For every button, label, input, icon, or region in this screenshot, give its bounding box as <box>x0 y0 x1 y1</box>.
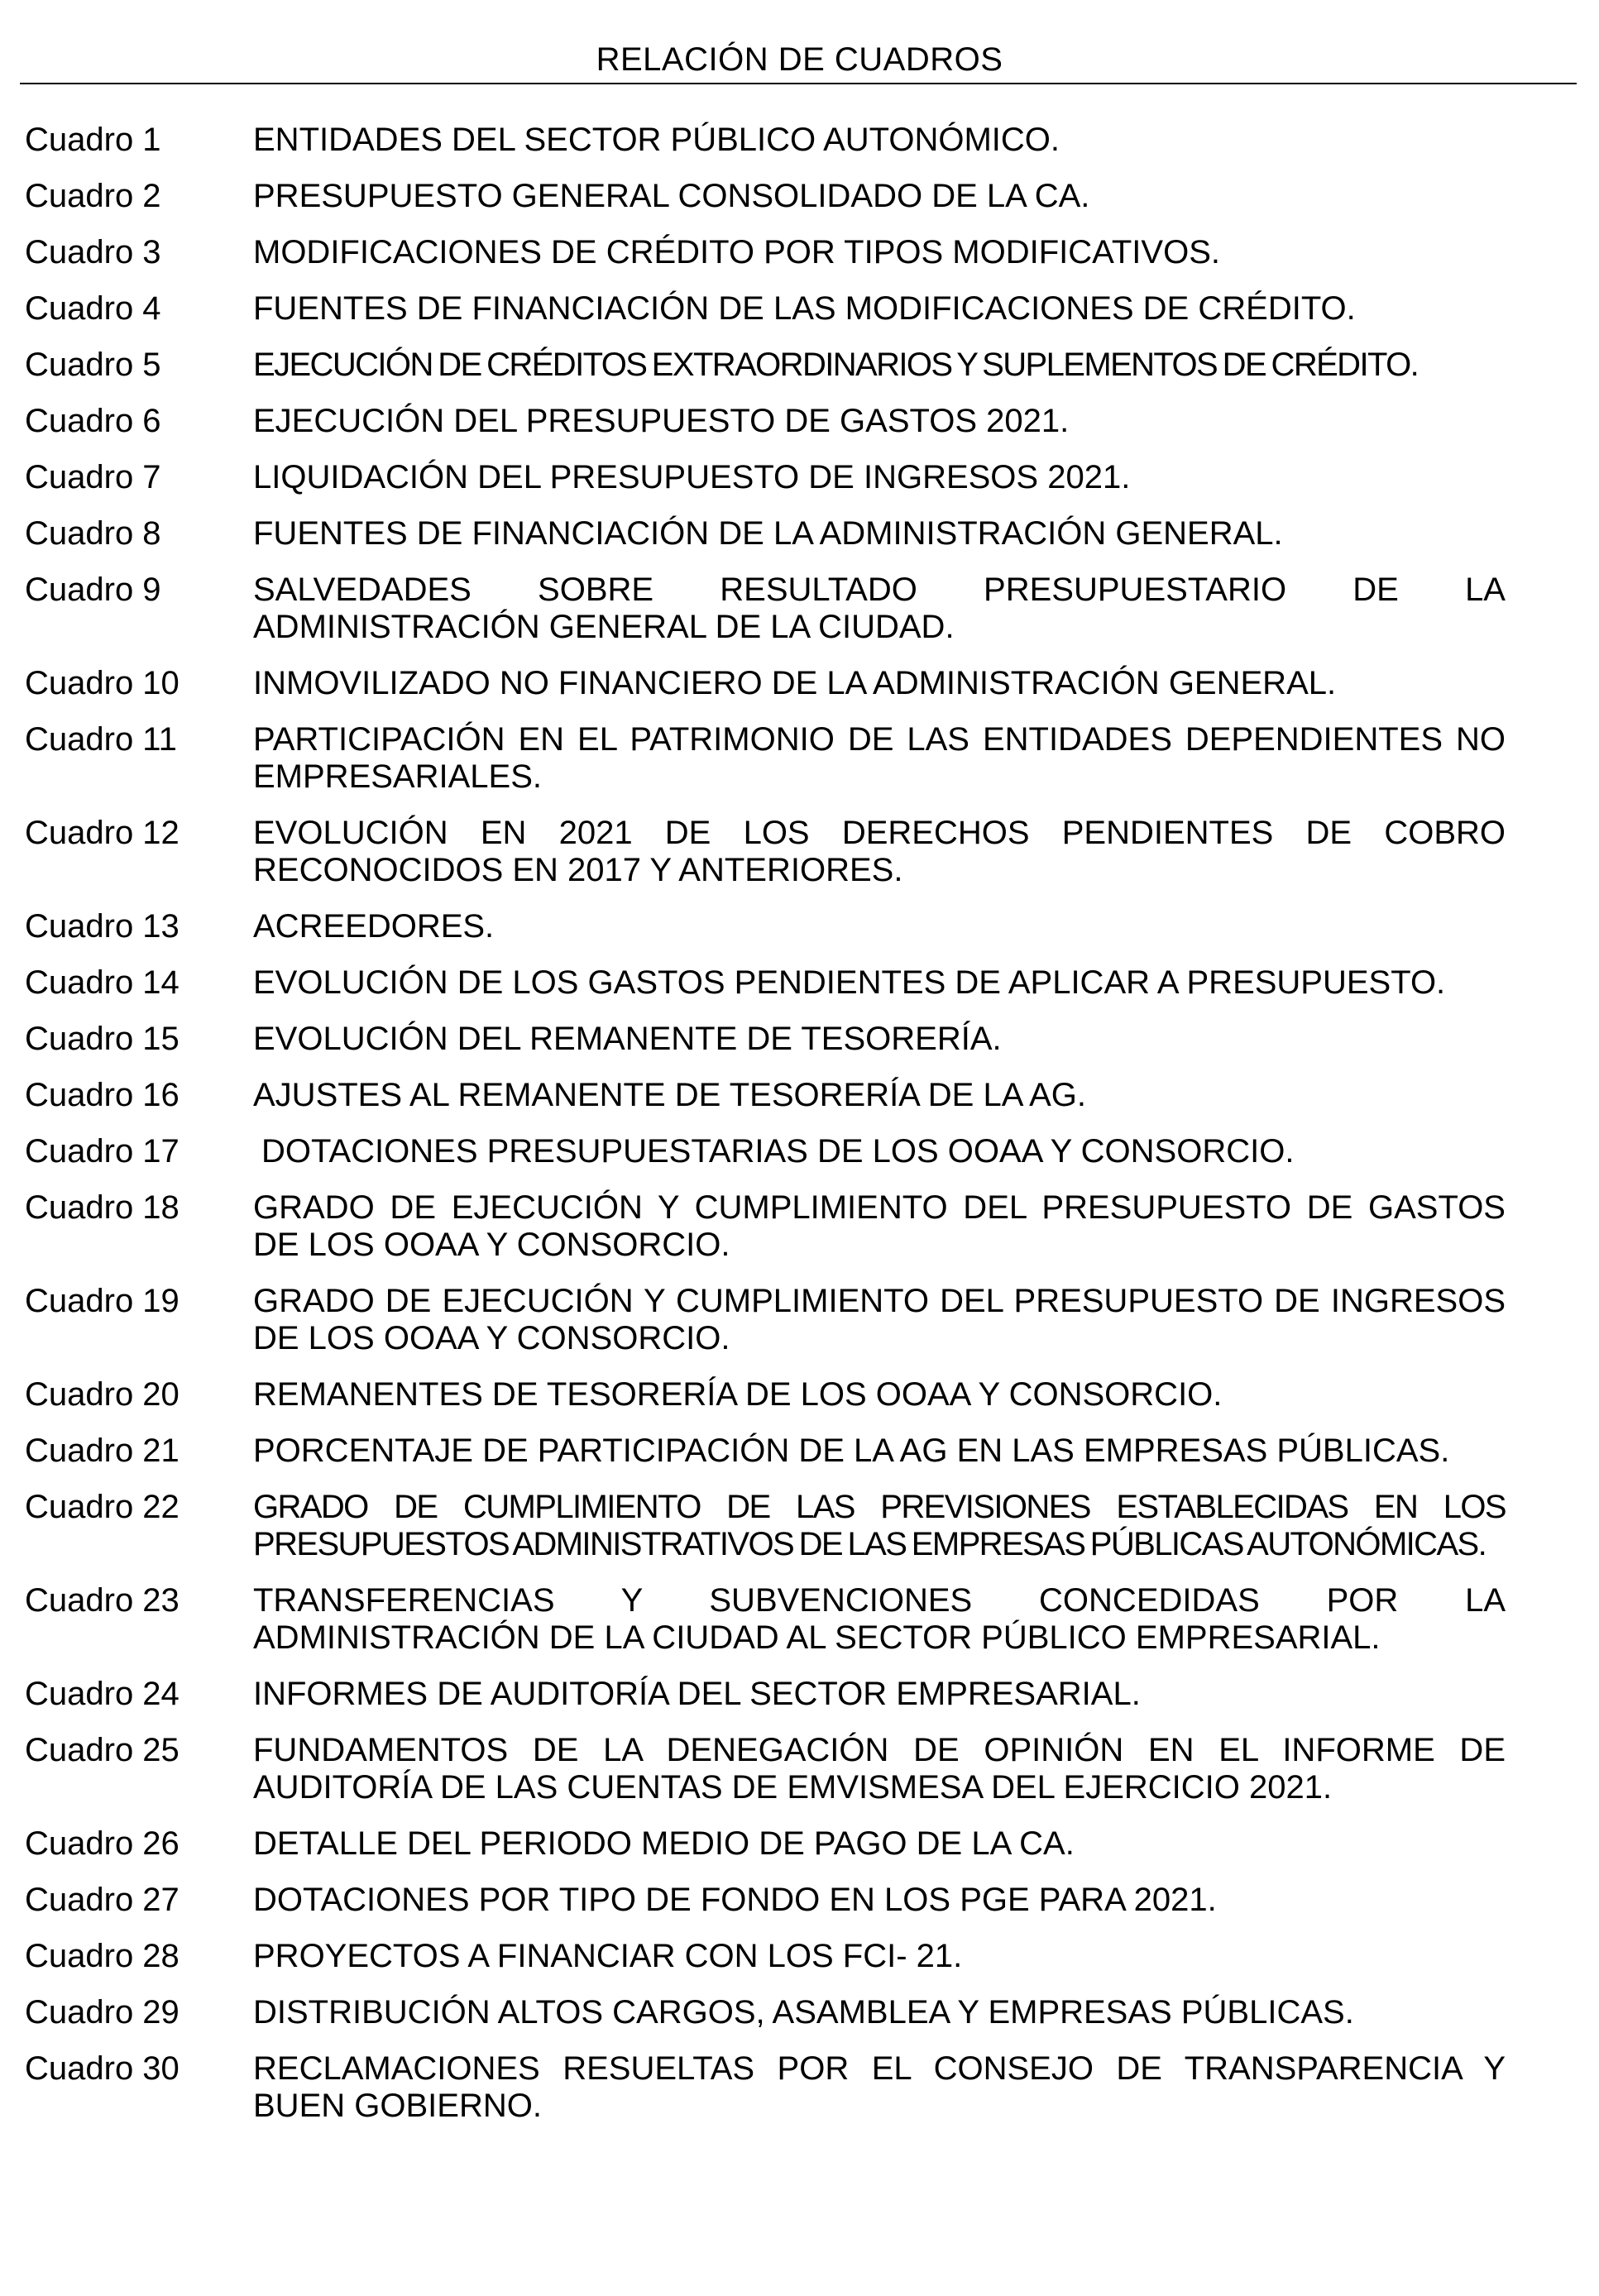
item-label: Cuadro 15 <box>25 1021 180 1057</box>
item-label: Cuadro 17 <box>25 1133 180 1170</box>
page-title: RELACIÓN DE CUADROS <box>596 41 1003 78</box>
item-label: Cuadro 21 <box>25 1433 180 1469</box>
item-label: Cuadro 24 <box>25 1676 180 1712</box>
list-item <box>25 347 1506 384</box>
item-label: Cuadro 29 <box>25 1994 180 2031</box>
item-label: Cuadro 20 <box>25 1376 180 1413</box>
title-divider <box>20 83 1577 84</box>
table-index-list <box>25 122 1506 2144</box>
list-item <box>25 572 1506 646</box>
item-title: DETALLE DEL PERIODO MEDIO DE PAGO DE LA CA. <box>253 1825 1075 1862</box>
item-title: LIQUIDACIÓN DEL PRESUPUESTO DE INGRESOS 2021. <box>253 459 1131 495</box>
item-title: EVOLUCIÓN DE LOS GASTOS PENDIENTES DE APLICAR A PRESUPUESTO. <box>253 964 1446 1001</box>
list-item <box>25 1433 1506 1470</box>
item-label: Cuadro 16 <box>25 1077 180 1113</box>
item-title: EJECUCIÓN DEL PRESUPUESTO DE GASTOS 2021. <box>253 403 1070 439</box>
list-item <box>25 1283 1506 1357</box>
list-item <box>25 515 1506 552</box>
list-item <box>25 122 1506 159</box>
item-title: EJECUCIÓN DE CRÉDITOS EXTRAORDINARIOS Y SUPLEMENTOS DE CRÉDITO. <box>253 347 1419 383</box>
list-item <box>25 1938 1506 1975</box>
item-label: Cuadro 19 <box>25 1283 180 1319</box>
list-item <box>25 1133 1506 1170</box>
item-title: PROYECTOS A FINANCIAR CON LOS FCI- 21. <box>253 1938 963 1974</box>
item-title: TRANSFERENCIAS Y SUBVENCIONES CONCEDIDAS POR LA ADMINISTRACIÓN DE LA CIUDAD AL SECTOR PÚBLICO EMPRESARIAL. <box>253 1582 1506 1656</box>
item-title: ENTIDADES DEL SECTOR PÚBLICO AUTONÓMICO. <box>253 122 1060 158</box>
item-label: Cuadro 1 <box>25 122 161 158</box>
item-title: EVOLUCIÓN EN 2021 DE LOS DERECHOS PENDIENTES DE COBRO RECONOCIDOS EN 2017 Y ANTERIORES. <box>253 815 1506 888</box>
list-item <box>25 1582 1506 1657</box>
item-label: Cuadro 22 <box>25 1489 180 1525</box>
item-label: Cuadro 14 <box>25 964 180 1001</box>
item-label: Cuadro 26 <box>25 1825 180 1862</box>
item-label: Cuadro 8 <box>25 515 161 552</box>
item-label: Cuadro 10 <box>25 665 180 701</box>
list-item <box>25 1189 1506 1264</box>
list-item <box>25 1489 1506 1563</box>
item-label: Cuadro 27 <box>25 1882 180 1918</box>
item-label: Cuadro 23 <box>25 1582 180 1619</box>
item-title: PRESUPUESTO GENERAL CONSOLIDADO DE LA CA. <box>253 178 1090 214</box>
list-item <box>25 290 1506 328</box>
list-item <box>25 1077 1506 1114</box>
item-label: Cuadro 12 <box>25 815 180 851</box>
item-label: Cuadro 11 <box>25 721 177 758</box>
list-item <box>25 1021 1506 1058</box>
item-label: Cuadro 3 <box>25 234 161 270</box>
item-label: Cuadro 18 <box>25 1189 180 1226</box>
item-label: Cuadro 13 <box>25 908 180 945</box>
list-item <box>25 234 1506 271</box>
list-item <box>25 815 1506 889</box>
list-item <box>25 665 1506 702</box>
list-item <box>25 1882 1506 1919</box>
item-title: GRADO DE CUMPLIMIENTO DE LAS PREVISIONES ESTABLECIDAS EN LOS PRESUPUESTOS ADMINISTRATIVOS DE LAS EMPRESAS PÚBLICAS AUTONÓMICAS. <box>253 1489 1506 1562</box>
item-label: Cuadro 6 <box>25 403 161 439</box>
item-title: MODIFICACIONES DE CRÉDITO POR TIPOS MODIFICATIVOS. <box>253 234 1221 270</box>
list-item <box>25 1825 1506 1863</box>
item-title: AJUSTES AL REMANENTE DE TESORERÍA DE LA AG. <box>253 1077 1086 1113</box>
item-title: PORCENTAJE DE PARTICIPACIÓN DE LA AG EN LAS EMPRESAS PÚBLICAS. <box>253 1433 1450 1469</box>
item-title: GRADO DE EJECUCIÓN Y CUMPLIMIENTO DEL PRESUPUESTO DE INGRESOS DE LOS OOAA Y CONSORCIO. <box>253 1283 1506 1356</box>
item-label: Cuadro 25 <box>25 1732 180 1768</box>
list-item <box>25 1732 1506 1806</box>
item-label: Cuadro 4 <box>25 290 161 327</box>
item-title: ACREEDORES. <box>253 908 495 945</box>
item-title: SALVEDADES SOBRE RESULTADO PRESUPUESTARIO DE LA ADMINISTRACIÓN GENERAL DE LA CIUDAD. <box>253 572 1506 645</box>
list-item <box>25 908 1506 945</box>
item-title: FUENTES DE FINANCIACIÓN DE LAS MODIFICACIONES DE CRÉDITO. <box>253 290 1356 327</box>
list-item <box>25 721 1506 796</box>
item-title: GRADO DE EJECUCIÓN Y CUMPLIMIENTO DEL PRESUPUESTO DE GASTOS DE LOS OOAA Y CONSORCIO. <box>253 1189 1506 1263</box>
item-label: Cuadro 9 <box>25 572 161 608</box>
item-title: EVOLUCIÓN DEL REMANENTE DE TESORERÍA. <box>253 1021 1002 1057</box>
list-item <box>25 964 1506 1002</box>
list-item <box>25 2050 1506 2125</box>
item-label: Cuadro 28 <box>25 1938 180 1974</box>
item-label: Cuadro 30 <box>25 2050 180 2087</box>
list-item <box>25 1376 1506 1413</box>
item-title: INFORMES DE AUDITORÍA DEL SECTOR EMPRESARIAL. <box>253 1676 1141 1712</box>
item-title: DOTACIONES PRESUPUESTARIAS DE LOS OOAA Y CONSORCIO. <box>261 1133 1295 1170</box>
list-item <box>25 178 1506 215</box>
list-item <box>25 1676 1506 1713</box>
list-item <box>25 1994 1506 2031</box>
item-label: Cuadro 2 <box>25 178 161 214</box>
item-label: Cuadro 7 <box>25 459 161 495</box>
item-title: DOTACIONES POR TIPO DE FONDO EN LOS PGE PARA 2021. <box>253 1882 1217 1918</box>
item-title: FUENTES DE FINANCIACIÓN DE LA ADMINISTRACIÓN GENERAL. <box>253 515 1283 552</box>
list-item <box>25 459 1506 496</box>
item-label: Cuadro 5 <box>25 347 161 383</box>
item-title: DISTRIBUCIÓN ALTOS CARGOS, ASAMBLEA Y EMPRESAS PÚBLICAS. <box>253 1994 1354 2031</box>
item-title: RECLAMACIONES RESUELTAS POR EL CONSEJO DE TRANSPARENCIA Y BUEN GOBIERNO. <box>253 2050 1506 2124</box>
item-title: REMANENTES DE TESORERÍA DE LOS OOAA Y CONSORCIO. <box>253 1376 1223 1413</box>
item-title: INMOVILIZADO NO FINANCIERO DE LA ADMINISTRACIÓN GENERAL. <box>253 665 1337 701</box>
item-title: PARTICIPACIÓN EN EL PATRIMONIO DE LAS ENTIDADES DEPENDIENTES NO EMPRESARIALES. <box>253 721 1506 795</box>
list-item <box>25 403 1506 440</box>
item-title: FUNDAMENTOS DE LA DENEGACIÓN DE OPINIÓN EN EL INFORME DE AUDITORÍA DE LAS CUENTAS DE EMVISMESA DEL EJERCICIO 2021. <box>253 1732 1506 1806</box>
